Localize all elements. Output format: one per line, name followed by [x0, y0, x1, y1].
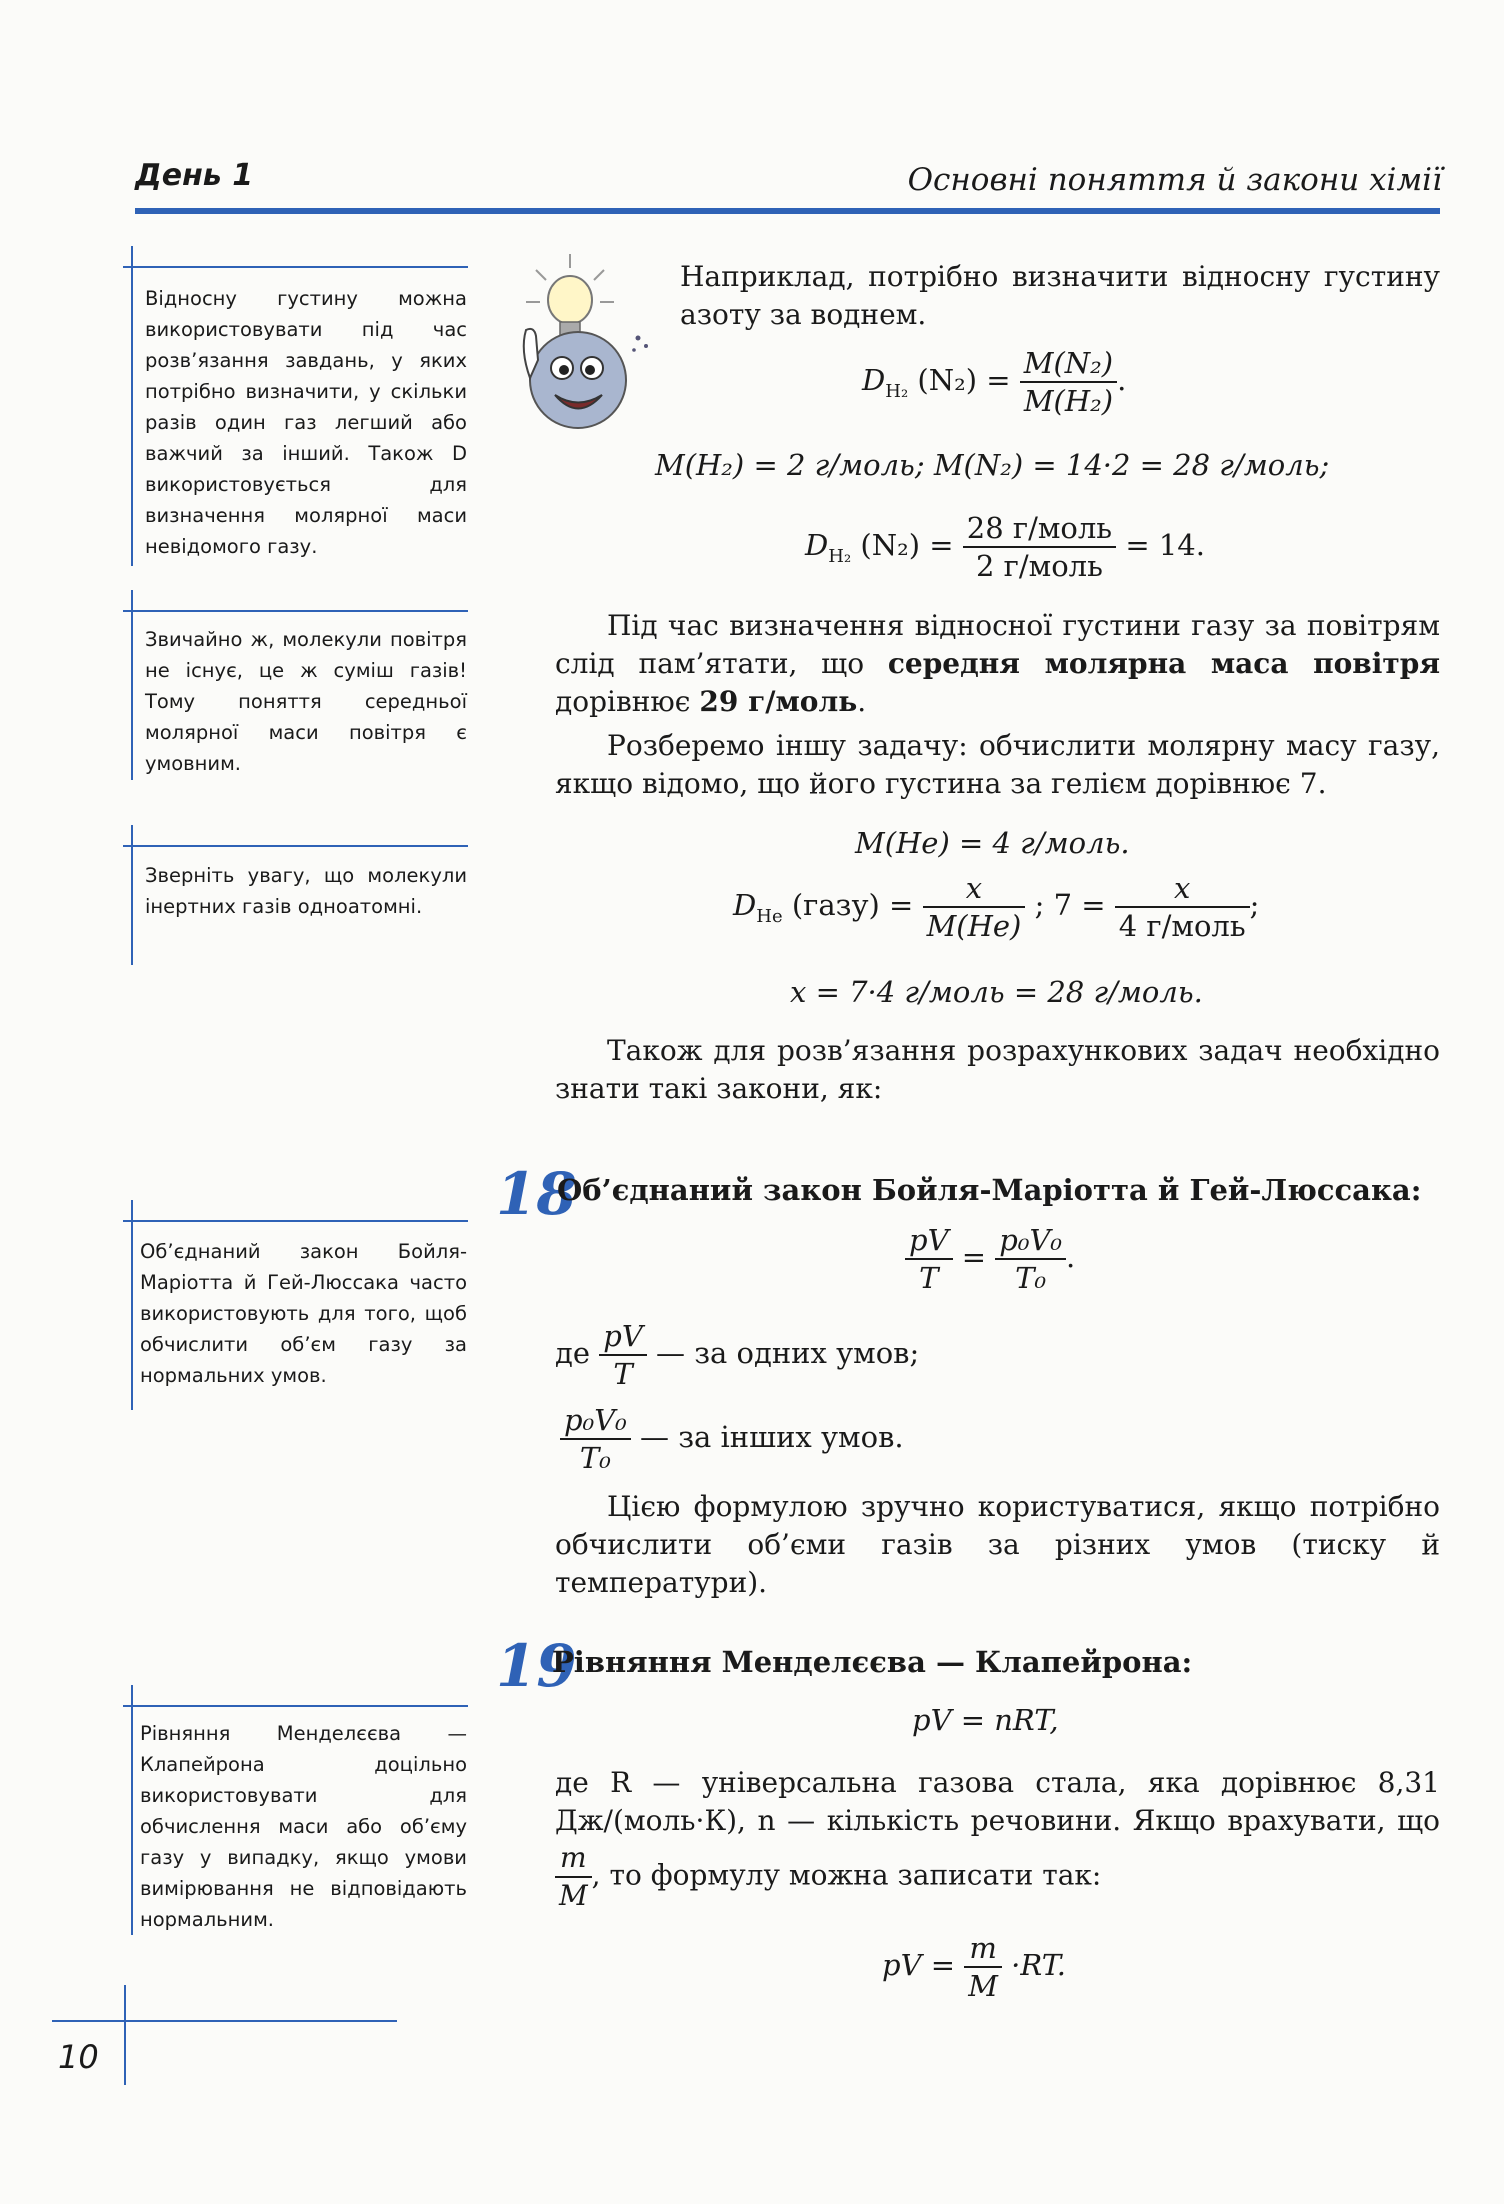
note-rule: [123, 1705, 468, 1707]
law-title: Рівняння Менделєєва — Клапейрона:: [552, 1645, 1193, 1679]
formula-mendeleev-mass: pV = $\frac{m}{M}$ ·RT.: [882, 1931, 1067, 2003]
page-number: 10: [58, 2038, 99, 2076]
law19-description: де R — універсальна газова стала, яка дорівнює 8,31 Дж/(моль·К), n — кількість речовини. Якщо врахувати, що $\frac{m}{M}$ , то формулу можна записати так:: [555, 1766, 1440, 1912]
margin-note: Відносну густину можна використовувати під час розв’язання завдань, у яких потрібно визначити, у скільки разів один газ легший або важчий за інший. Також D використовується для визначення молярної маси невідомого газу.: [145, 287, 467, 558]
note-rule: [123, 610, 468, 612]
note-rule: [123, 266, 468, 268]
note-rule: [131, 590, 133, 780]
section-title: Основні поняття й закони хімії: [907, 162, 1442, 198]
margin-note: Зверніть увагу, що молекули інертних газів одноатомні.: [145, 864, 467, 918]
formula-x-result: x = 7·4 г/моль = 28 г/моль.: [790, 975, 1203, 1009]
formula-condition-other: $\frac{\text{p₀V₀}}{\text{T₀}}$ — за інших умов.: [560, 1402, 904, 1476]
note-rule: [131, 246, 133, 566]
law-number: 18: [496, 1160, 577, 1228]
margin-note: Рівняння Менделєєва — Клапейрона доцільно використовувати для обчислення маси або об’єму газу у випадку, якщо умови вимірювання не відповідають нормальним.: [140, 1722, 467, 1931]
law-number: 19: [496, 1632, 577, 1700]
formula-mendeleev: pV = nRT,: [912, 1703, 1059, 1737]
note-rule: [131, 1200, 133, 1410]
header-rule: [135, 208, 1440, 214]
note-rule: [131, 1685, 133, 1935]
formula-relative-density: $D_{H_2}$ (N₂) = $\frac{\text{M(N₂)}}{\text{M(H₂)}}$ .: [862, 346, 1127, 418]
laws-intro-paragraph: Також для розв’язання розрахункових задач необхідно знати такі закони, як:: [555, 1034, 1440, 1105]
note-rule: [123, 1220, 468, 1222]
formula-gas-density: $D_{He}$ (газу) = $\frac{x}{M(He)}$ ; 7 = $\frac{x}{\text{4 г/моль}}$ ;: [733, 871, 1260, 943]
law18-usage-paragraph: Цією формулою зручно користуватися, якщо потрібно обчислити об’єми газів за різних умов (тиску й температури).: [555, 1490, 1440, 1599]
margin-note: Об’єднаний закон Бойля-Маріотта й Гей-Люссака часто використовують для того, щоб обчислити об’єм газу за нормальних умов.: [140, 1240, 467, 1387]
footer-rule: [124, 1985, 126, 2085]
margin-note: Звичайно ж, молекули повітря не існує, це ж суміш газів! Тому поняття середньої молярної маси повітря є умовним.: [145, 628, 467, 775]
air-paragraph: Під час визначення відносної густини газу за повітрям слід пам’ятати, що середня молярна маса повітря дорівнює 29 г/моль.: [555, 609, 1440, 718]
formula-helium: M(He) = 4 г/моль.: [855, 826, 1130, 860]
formula-combined-gas-law: $\frac{pV}{T}$ = $\frac{\text{p₀V₀}}{\text{T₀}}$ .: [905, 1222, 1075, 1296]
note-rule: [131, 825, 133, 965]
law-title: Об’єднаний закон Бойля-Маріотта й Гей-Люссака:: [557, 1173, 1422, 1207]
task2-paragraph: Розберемо іншу задачу: обчислити молярну масу газу, якщо відомо, що його густина за гелієм дорівнює 7.: [555, 729, 1440, 800]
intro-paragraph: Наприклад, потрібно визначити відносну густину азоту за воднем.: [680, 260, 1440, 331]
footer-rule: [52, 2020, 397, 2022]
mascot-bulb-icon: [500, 250, 660, 435]
formula-density-result: $D_{H_2}$ (N₂) = $\frac{\text{28 г/моль}}{\text{2 г/моль}}$ = 14.: [805, 511, 1205, 583]
day-label: День 1: [135, 158, 254, 193]
formula-molar-masses: M(H₂) = 2 г/моль; M(N₂) = 14·2 = 28 г/моль;: [655, 448, 1330, 482]
note-rule: [123, 845, 468, 847]
formula-condition-one: де $\frac{pV}{T}$ — за одних умов;: [555, 1319, 920, 1391]
